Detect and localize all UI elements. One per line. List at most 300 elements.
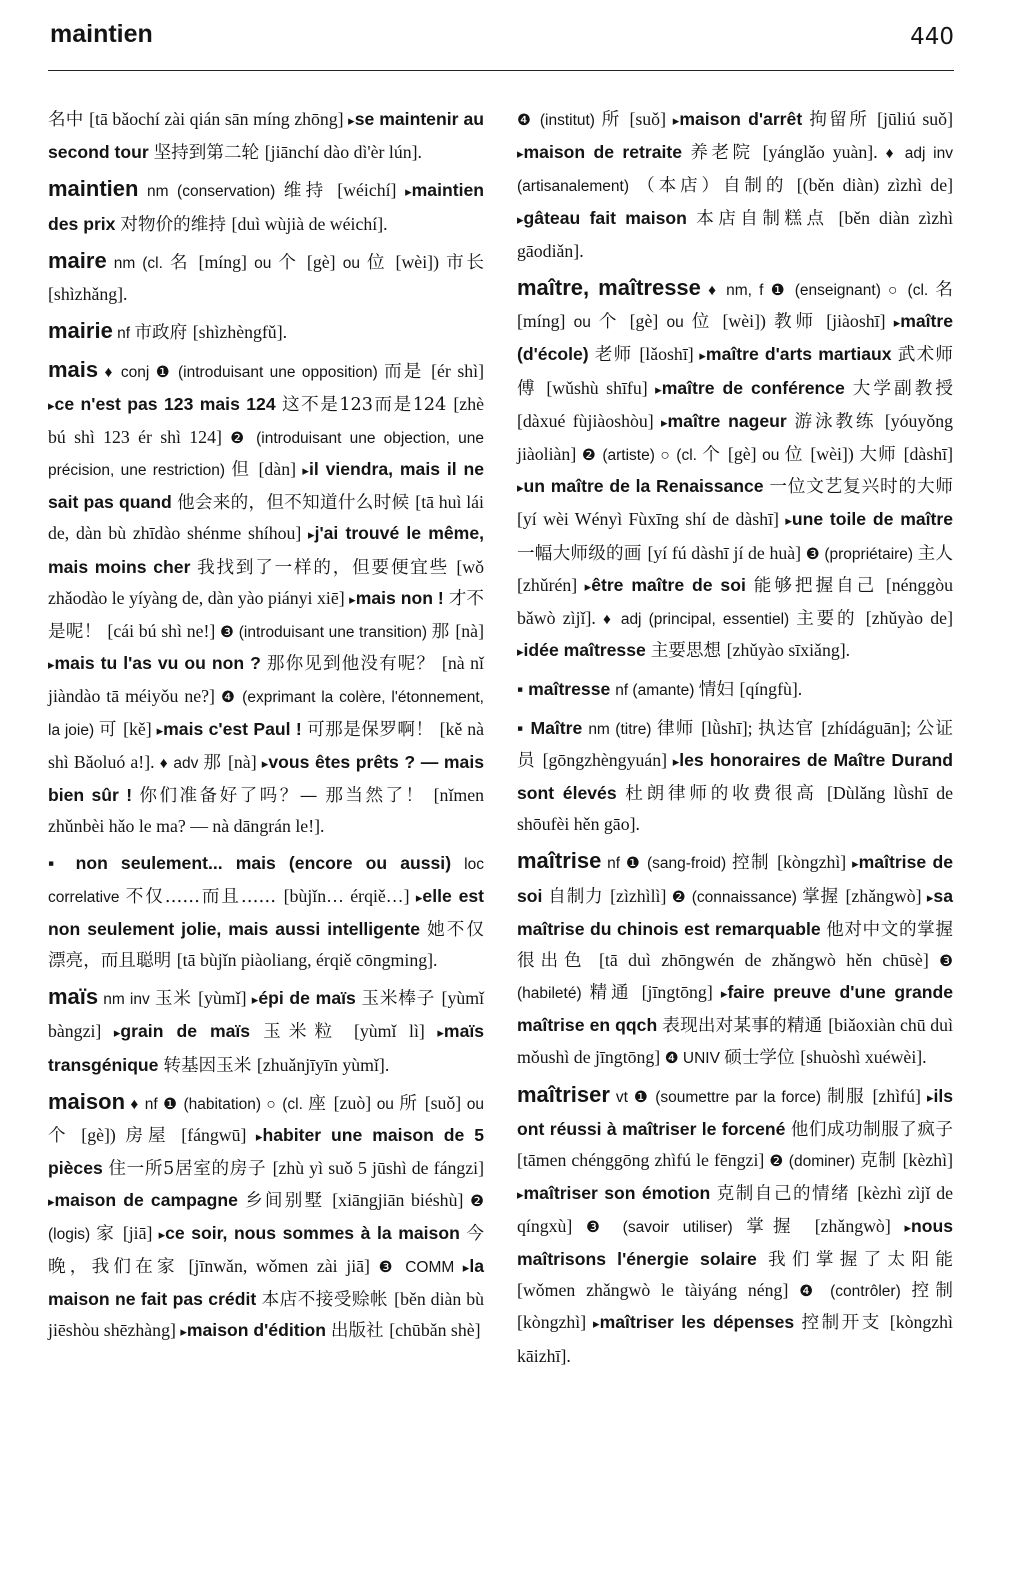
example-marker: ▸: [255, 1130, 263, 1146]
pinyin-text: [gè]: [629, 311, 667, 332]
example-marker: ▸: [720, 987, 728, 1003]
chinese-text: 房屋: [125, 1126, 182, 1147]
chinese-text: 个: [48, 1126, 82, 1147]
example-marker: ▸: [261, 756, 269, 772]
grammar-label: ❸ (savoir utiliser): [586, 1218, 747, 1236]
chinese-text: 克制: [860, 1151, 903, 1172]
pinyin-text: [gè]: [306, 251, 343, 272]
example-marker: ▸: [661, 415, 668, 431]
chinese-text: 制服: [826, 1086, 873, 1107]
example-marker: ▸: [672, 114, 680, 129]
chinese-text: 市政府: [134, 323, 193, 344]
pinyin-text: [běn diàn bù jiēshòu shēzhàng]: [48, 1289, 484, 1341]
example-marker: ▸: [785, 514, 792, 530]
example-phrase: mais non !: [355, 587, 449, 608]
dictionary-entry: [48, 355, 484, 842]
headword: mairie: [48, 318, 113, 344]
chinese-text: 拘留所: [809, 110, 878, 130]
pinyin-text: [yí wèi Wényì Fùxīng shí de dàshī]: [517, 509, 786, 530]
pinyin-text: [tāmen chénggōng zhìfú le fēngzi]: [517, 1150, 770, 1171]
example-marker: ▸: [672, 754, 680, 770]
pinyin-text: [yóuyǒng jiàoliàn]: [517, 410, 953, 465]
chinese-text: 位: [366, 252, 396, 273]
pinyin-text: [kèzhì]: [902, 1150, 953, 1171]
grammar-label: ♦ nm, f: [700, 282, 771, 300]
chinese-text: 公证员: [517, 718, 954, 771]
pinyin-text: [kòngzhì]: [517, 1312, 594, 1333]
chinese-text: 玉米: [154, 989, 199, 1010]
pinyin-text: [tā bǎochí zài qián sān míng zhōng]: [89, 109, 349, 129]
example-phrase: grain de maïs: [120, 1021, 264, 1042]
pinyin-text: [cái bú shì ne!]: [107, 621, 221, 642]
example-marker: ▸: [926, 1090, 934, 1106]
example-marker: ▸: [158, 1227, 166, 1243]
example-phrase: mais c'est Paul !: [163, 718, 308, 739]
chinese-text: 对物价的维持: [120, 214, 232, 235]
pinyin-text: [zhìfú]: [872, 1085, 927, 1106]
example-phrase: sa maîtrise du chinois est remarquable: [517, 885, 953, 939]
grammar-label: (conservation): [177, 183, 284, 201]
chinese-text: 情妇: [698, 680, 740, 701]
chinese-text: 那你见到他没有呢？: [266, 654, 442, 675]
chinese-text: 所: [601, 110, 630, 130]
chinese-text: 一幅大师级的画: [517, 543, 648, 564]
chinese-text: 老师: [594, 345, 640, 366]
dictionary-entry: [517, 674, 953, 706]
grammar-label: ❹ (institut): [517, 112, 602, 129]
chinese-text: 座: [308, 1093, 334, 1114]
pinyin-text: [kèzhì zìjǐ de qíngxù]: [517, 1182, 954, 1236]
chinese-text: 律师: [656, 718, 702, 739]
pinyin-text: [jiānchí dào dì'èr lún].: [264, 142, 422, 163]
headword: maîtrise: [517, 848, 602, 874]
grammar-label: nm inv: [98, 991, 155, 1009]
grammar-label: ❶ (introduisant une opposition): [155, 364, 385, 382]
chinese-text: 大学副教授: [852, 378, 953, 399]
grammar-label: ou: [342, 254, 367, 272]
grammar-label: vt: [609, 1088, 634, 1106]
example-phrase: j'ai trouvé le même, mais moins cher: [48, 523, 484, 577]
pinyin-text: [lǜshī];: [701, 717, 759, 738]
example-phrase: la maison ne fait pas crédit: [48, 1255, 484, 1310]
example-phrase: maîtriser son émotion: [523, 1182, 717, 1203]
chinese-text: 转基因玉米: [163, 1055, 257, 1076]
example-marker: ▸: [462, 1260, 470, 1276]
pinyin-text: [jīngtōng]: [641, 982, 721, 1003]
example-marker: ▸: [852, 857, 859, 873]
pinyin-text: [wèi]): [722, 311, 775, 332]
grammar-label: ♦ adj (principal, essentiel): [603, 611, 797, 629]
chinese-text: 位: [784, 445, 811, 466]
example-marker: ▸: [926, 890, 934, 906]
example-marker: ▸: [517, 212, 524, 228]
grammar-label: ❷ (introduisant une objection, une précision, une restriction): [48, 429, 484, 480]
chinese-text: 掌握: [802, 886, 846, 907]
dictionary-entry: [48, 1087, 484, 1349]
chinese-text: 乡间别墅: [245, 1190, 333, 1211]
chinese-text: 执达官: [758, 718, 822, 739]
chinese-text: 我们掌握了太阳能: [767, 1249, 953, 1270]
pinyin-text: [dàxué fùjiàoshòu]: [517, 410, 661, 431]
chinese-text: 精通: [589, 983, 642, 1004]
example-phrase: se maintenir au second tour: [48, 109, 484, 163]
chinese-text: 那: [431, 622, 456, 643]
grammar-label: ♦ nf: [125, 1095, 164, 1113]
pinyin-text: [zhǎngwò]: [814, 1215, 905, 1236]
pinyin-text: [qíngfù].: [739, 679, 803, 700]
grammar-label: ou: [254, 254, 279, 272]
chinese-text: 一位文艺复兴时的大师: [769, 477, 953, 498]
pinyin-text: [zhǔyào sīxiǎng].: [726, 640, 851, 661]
example-phrase: maison de campagne: [54, 1189, 246, 1210]
pinyin-text: [nà]: [455, 621, 484, 642]
example-phrase: maintien des prix: [48, 180, 484, 234]
chinese-text: 主人: [917, 543, 954, 564]
pinyin-text: [wǒmen zhǎngwò le tàiyáng néng]: [517, 1280, 800, 1301]
chinese-text: 玉米粒: [263, 1022, 354, 1043]
grammar-label: nm (titre): [588, 720, 657, 738]
pinyin-text: [ér shì]: [431, 361, 485, 382]
chinese-text: 那: [203, 752, 228, 773]
pinyin-text: [jūliú suǒ]: [877, 109, 953, 129]
example-phrase: maître (d'école): [517, 311, 954, 365]
example-phrase: gâteau fait maison: [523, 207, 697, 228]
chinese-text: 这不是123而是124: [282, 394, 454, 415]
example-phrase: habiter une maison de 5 pièces: [48, 1125, 485, 1179]
grammar-label: ❷ (dominer): [769, 1153, 861, 1171]
chinese-text: 表现出对某事的精通: [662, 1016, 829, 1037]
pinyin-text: [kòngzhì kāizhī].: [517, 1312, 953, 1366]
example-phrase: maïs transgénique: [48, 1021, 485, 1075]
headword: maïs: [48, 984, 99, 1010]
pinyin-text: [duì wùjià de wéichí].: [231, 213, 388, 234]
grammar-label: ou: [573, 314, 599, 332]
grammar-label: ❹ (exprimant la colère, l'étonnement, la joie): [48, 689, 484, 739]
pinyin-text: [biǎoxiàn chū duì mǒushì de jīngtōng]: [517, 1015, 954, 1067]
pinyin-text: [yùmǐ lì]: [353, 1021, 438, 1042]
chinese-text: 维持: [283, 181, 338, 202]
pinyin-text: [Dùlǎng lǜshī de shōufèi hěn gāo].: [517, 783, 954, 835]
grammar-label: ❸ (introduisant une transition): [220, 624, 432, 642]
headword: maîtriser: [517, 1081, 610, 1107]
pinyin-text: [tā duì zhōngwén de zhǎngwò hěn chūsè]: [599, 950, 940, 971]
example-marker: ▸: [517, 645, 524, 661]
grammar-label: ou: [376, 1095, 400, 1113]
grammar-label: nm: [138, 183, 178, 201]
right-column: [517, 104, 953, 1378]
pinyin-text: [míng]: [517, 311, 574, 332]
pinyin-text: [dàshī]: [903, 444, 953, 465]
example-phrase: elle est non seulement jolie, mais aussi intelligente: [48, 885, 485, 939]
example-marker: ▸: [437, 1026, 444, 1042]
example-phrase: maître d'arts martiaux: [705, 344, 898, 365]
headword: maintien: [48, 176, 139, 202]
example-marker: ▸: [113, 1026, 121, 1042]
pinyin-text: [shìzhǎng].: [48, 284, 128, 305]
example-phrase: ▪ Maître: [517, 717, 589, 738]
chinese-text: 主要的: [796, 609, 866, 630]
dictionary-entry: [517, 273, 953, 668]
chinese-text: 玉米棒子: [361, 989, 442, 1010]
pinyin-text: [yùmǐ]: [198, 988, 252, 1009]
pinyin-text: [nénggòu bǎwò zìjǐ].: [517, 574, 953, 629]
pinyin-text: [kě]: [123, 718, 157, 739]
example-marker: ▸: [48, 398, 55, 414]
pinyin-text: [zhǔrén]: [517, 574, 585, 595]
chinese-text: 而是: [384, 362, 432, 383]
dictionary-entry: [48, 982, 484, 1081]
pinyin-text: [jiàoshī]: [826, 311, 894, 332]
pinyin-text: [yùmǐ bàngzi]: [48, 988, 485, 1042]
example-phrase: ▪ non seulement... mais (encore ou aussi): [48, 853, 465, 874]
grammar-label: ❹ UNIV: [664, 1049, 725, 1067]
header-rule: [48, 70, 954, 71]
pinyin-text: [wǒ zhǎodào le yíyàng de, dàn yào piányi xiē]: [48, 556, 484, 608]
grammar-label: nf (amante): [615, 682, 699, 700]
pinyin-text: [jīnwǎn, wǒmen zài jiā]: [188, 1255, 379, 1276]
grammar-label: ♦ adj inv (artisanalement): [517, 145, 953, 196]
pinyin-text: [kě nà shì Bǎoluó a!].: [48, 718, 485, 772]
example-phrase: maîtrise de soi: [517, 852, 954, 906]
example-marker: ▸: [348, 114, 355, 129]
headword: mais: [48, 357, 99, 383]
example-marker: ▸: [251, 993, 259, 1009]
example-phrase: vous êtes prêts ? — mais bien sûr !: [48, 751, 485, 806]
pinyin-text: [nǐmen zhǔnbèi hǎo le ma? — nà dāngrán le!].: [48, 785, 485, 837]
grammar-label: ♦ conj: [98, 364, 156, 382]
pinyin-text: [shìzhèngfǔ].: [192, 322, 288, 343]
dictionary-entry: [517, 713, 953, 841]
headword: maison: [48, 1088, 126, 1114]
dictionary-entry: [517, 1080, 953, 1372]
chinese-text: 我找到了一样的，但要便宜些: [197, 557, 457, 578]
chinese-text: 今晚，我们在家: [48, 1223, 485, 1277]
pinyin-text: [bùjǐn… érqiě…]: [283, 885, 416, 906]
pinyin-text: [yánglǎo yuàn].: [762, 142, 886, 163]
example-marker: ▸: [180, 1325, 187, 1341]
pinyin-text: [lǎoshī]: [639, 344, 700, 365]
grammar-label: loc correlative: [48, 856, 484, 906]
pinyin-text: [míng]: [198, 251, 255, 272]
chinese-text: 杜朗律师的收费很高: [625, 784, 827, 805]
chinese-text: 她不仅漂亮，而且聪明: [48, 919, 484, 972]
left-column: [48, 104, 484, 1355]
headword: maire: [48, 247, 107, 273]
chinese-text: 市长: [446, 252, 485, 273]
example-marker: ▸: [517, 1187, 524, 1203]
chinese-text: 名: [935, 280, 954, 301]
chinese-text: 但: [231, 460, 259, 481]
example-marker: ▸: [517, 147, 524, 163]
chinese-text: 硕士学位: [724, 1047, 801, 1068]
example-phrase: épi de maïs: [258, 988, 362, 1009]
pinyin-text: [yí fú dàshī jí de huà]: [647, 542, 806, 563]
chinese-text: 才不是呢！: [48, 588, 484, 643]
grammar-label: ou: [466, 1095, 485, 1113]
example-marker: ▸: [349, 592, 356, 608]
example-phrase: maîtriser les dépenses: [599, 1312, 802, 1333]
chinese-text: 不仅……而且……: [125, 886, 284, 907]
pinyin-text: [wǔshù shīfu]: [546, 377, 656, 398]
chinese-text: 控制: [731, 853, 778, 874]
chinese-text: 可: [98, 719, 124, 740]
chinese-text: 本店自制糕点: [696, 208, 839, 229]
example-phrase: maison de retraite: [523, 142, 691, 163]
pinyin-text: [shuòshì xuéwèi].: [800, 1046, 927, 1067]
chinese-text: 武术师傅: [517, 345, 954, 399]
example-phrase: ▪ maîtresse: [517, 679, 616, 700]
pinyin-text: [gè]: [727, 444, 763, 465]
chinese-text: 本店不接受赊帐: [261, 1290, 395, 1311]
example-marker: ▸: [48, 1194, 55, 1210]
chinese-text: 掌握: [746, 1216, 815, 1237]
example-phrase: maison d'arrêt: [679, 109, 810, 129]
pinyin-text: [kòngzhì]: [777, 852, 853, 873]
pinyin-text: [nà]: [228, 751, 262, 772]
pinyin-text: [dàn]: [258, 459, 303, 480]
pinyin-text: [wèi]): [395, 251, 447, 272]
example-marker: ▸: [156, 723, 164, 739]
pinyin-text: [gōngzhèngyuán]: [542, 749, 673, 770]
example-marker: ▸: [48, 658, 55, 674]
dictionary-entry: [48, 104, 484, 168]
grammar-label: ❶ (sang-froid): [625, 855, 732, 873]
pinyin-text: [tā bùjǐn piàoliang, érqiě cōngming].: [176, 950, 438, 971]
example-phrase: être maître de soi: [591, 574, 754, 595]
dictionary-entry: [517, 846, 953, 1073]
example-phrase: ils ont réussi à maîtriser le forcené: [517, 1085, 954, 1140]
dictionary-entry: [48, 848, 484, 976]
example-phrase: maître de conférence: [661, 377, 853, 398]
pinyin-text: [zhídáguān];: [821, 717, 917, 738]
chinese-text: 他们成功制服了疯子: [790, 1120, 953, 1141]
running-head-word: maintien: [50, 20, 153, 48]
example-marker: ▸: [308, 528, 315, 544]
page-number: 440: [910, 24, 954, 50]
grammar-label: ou: [762, 447, 785, 465]
example-marker: ▸: [405, 185, 412, 201]
grammar-label: ❷ (connaissance): [671, 888, 803, 906]
pinyin-text: [běn diàn zìzhì gāodiǎn].: [517, 207, 954, 261]
chinese-text: 控制: [911, 1281, 953, 1302]
chinese-text: 家: [96, 1223, 123, 1244]
example-marker: ▸: [302, 464, 309, 480]
example-phrase: maison d'édition: [186, 1320, 331, 1341]
pinyin-text: [xiāngjiān biéshù]: [332, 1189, 471, 1210]
grammar-label: ❸ (propriétaire): [805, 545, 918, 563]
chinese-text: 位: [691, 312, 723, 333]
chinese-text: 他对中文的掌握很出色: [517, 919, 953, 972]
chinese-text: 克制自己的情绪: [716, 1183, 858, 1204]
dictionary-entry: [48, 246, 484, 310]
grammar-label: nm (cl.: [106, 254, 170, 272]
chinese-text: 控制开支: [801, 1313, 890, 1334]
example-marker: ▸: [415, 890, 423, 906]
grammar-label: ❷ (artiste) ○ (cl.: [581, 447, 703, 465]
grammar-label: ❶ (enseignant) ○ (cl.: [770, 282, 936, 300]
dictionary-entry: [48, 174, 484, 239]
pinyin-text: [zhǔyào de]: [865, 608, 953, 629]
pinyin-text: [zìzhìlì]: [610, 885, 672, 906]
example-marker: ▸: [593, 1317, 600, 1333]
pinyin-text: [wéichí]: [337, 180, 406, 201]
pinyin-text: [wèi]): [810, 444, 860, 465]
grammar-label: nf: [112, 325, 135, 343]
example-phrase: nous maîtrisons l'énergie solaire: [517, 1215, 953, 1269]
pinyin-text: [zhǎngwò]: [845, 885, 927, 906]
chinese-text: 住一所5居室的房子: [108, 1159, 273, 1180]
chinese-text: 个: [702, 445, 728, 466]
pinyin-text: [nà nǐ jiàndào tā méiyǒu ne?]: [48, 653, 484, 707]
dictionary-entry: [517, 104, 953, 267]
dictionary-entry: [48, 316, 484, 349]
pinyin-text: [gè]): [81, 1125, 126, 1146]
example-phrase: ce n'est pas 123 mais 124: [54, 393, 283, 414]
grammar-label: ❸ COMM: [378, 1258, 463, 1276]
pinyin-text: [zhè bú shì 123 ér shì 124]: [48, 393, 484, 447]
example-phrase: mais tu l'as vu ou non ?: [54, 653, 267, 674]
example-phrase: un maître de la Renaissance: [523, 476, 770, 497]
chinese-text: 个: [278, 252, 307, 273]
pinyin-text: [zhù yì suǒ 5 jūshì de fángzi]: [272, 1158, 484, 1179]
pinyin-text: [jiā]: [122, 1222, 159, 1243]
example-phrase: les honoraires de Maître Durand sont élevés: [517, 749, 953, 804]
chinese-text: 教师: [774, 312, 827, 333]
chinese-text: 名中: [48, 110, 90, 130]
chinese-text: 可那是保罗啊！: [307, 719, 440, 740]
grammar-label: ou: [666, 314, 692, 332]
chinese-text: 主要思想: [650, 641, 727, 662]
grammar-label: ❶ (habitation) ○ (cl.: [163, 1095, 309, 1113]
example-marker: ▸: [893, 316, 901, 332]
example-phrase: maître nageur: [667, 410, 795, 431]
example-phrase: ce soir, nous sommes à la maison: [165, 1222, 467, 1243]
chinese-text: 个: [598, 312, 630, 333]
example-phrase: une toile de maître: [791, 509, 953, 530]
example-marker: ▸: [517, 481, 524, 497]
headword: maître, maîtresse: [517, 275, 701, 301]
pinyin-text: [suǒ]: [424, 1092, 467, 1113]
grammar-label: ❹ (contrôler): [799, 1283, 912, 1301]
chinese-text: 他会来的，但不知道什么时候: [176, 493, 416, 514]
chinese-text: 名: [169, 252, 199, 273]
chinese-text: 大师: [859, 445, 904, 466]
example-marker: ▸: [584, 579, 592, 595]
pinyin-text: [chūbǎn shè]: [389, 1320, 481, 1341]
example-marker: ▸: [655, 382, 662, 398]
chinese-text: 所: [399, 1093, 425, 1114]
grammar-label: ❷ (logis): [48, 1192, 484, 1243]
example-marker: ▸: [904, 1220, 911, 1236]
pinyin-text: [zhuǎnjīyīn yùmǐ].: [256, 1054, 390, 1075]
grammar-label: ♦ adv: [159, 754, 204, 772]
chinese-text: 能够把握自己: [753, 575, 886, 596]
chinese-text: 自制力: [548, 886, 611, 907]
example-phrase: faire preuve d'une grande maîtrise en qqch: [517, 982, 954, 1036]
grammar-label: ❶ (soumettre par la force): [633, 1088, 827, 1106]
chinese-text: 坚持到第二轮: [153, 143, 265, 164]
pinyin-text: [fángwū]: [181, 1125, 256, 1146]
grammar-label: nf: [601, 855, 626, 873]
pinyin-text: [tā huì lái de, dàn bù zhīdào shénme shíhou]: [48, 492, 484, 544]
chinese-text: （本店）自制的: [637, 176, 797, 197]
grammar-label: ❸ (habileté): [517, 953, 953, 1003]
pinyin-text: [suǒ]: [629, 109, 673, 129]
example-phrase: il viendra, mais il ne sait pas quand: [48, 459, 485, 513]
example-marker: ▸: [699, 349, 706, 365]
example-phrase: idée maîtresse: [523, 640, 651, 661]
chinese-text: 出版社: [330, 1321, 390, 1342]
